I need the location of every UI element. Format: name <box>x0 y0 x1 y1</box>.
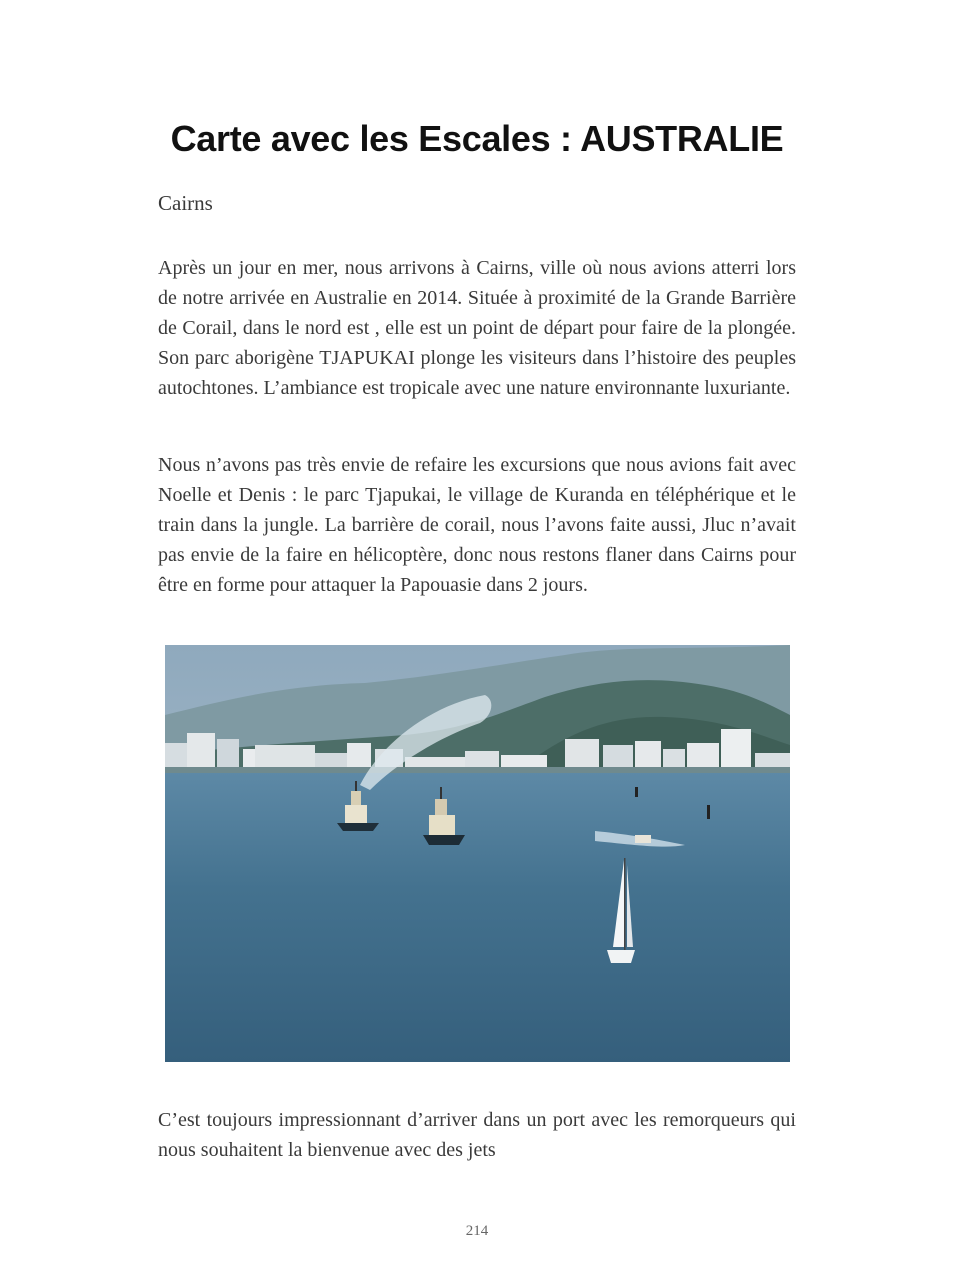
harbour-photo-illustration <box>165 645 790 1062</box>
page-title: Carte avec les Escales : AUSTRALIE <box>170 118 784 159</box>
page-number: 214 <box>465 1223 489 1239</box>
channel-marker <box>707 805 710 819</box>
paragraph-intro: Après un jour en mer, nous arrivons à Cairns, ville où nous avions atterri lors de notre arrivée en Australie en 2014. Située à proximité de la Grande Barrière de Corail, dans le nord est , elle est un point de départ pour faire de la plongée. Son parc aborigène TJAPUKAI plonge les visiteurs dans l’histoire des peuples autochtones. L’ambiance est tropicale avec une nature environnante luxuriante. <box>158 257 796 399</box>
harbour-photo <box>165 645 790 1062</box>
section-heading-cairns: Cairns <box>158 191 213 215</box>
harbour-water <box>165 773 790 1062</box>
paragraph-arrival: C’est toujours impressionnant d’arriver dans un port avec les remorqueurs qui nous souhaitent la bienvenue avec des jets <box>158 1109 796 1161</box>
paragraph-excursions: Nous n’avons pas très envie de refaire les excursions que nous avions fait avec Noelle et Denis : le parc Tjapukai, le village de Kuranda en téléphérique et le train dans la jungle. La barrière de corail, nous l’avons faite aussi, Jluc n’avait pas envie de la faire en hélicoptère, donc nous restons flaner dans Cairns pour être en forme pour attaquer la Papouasie dans 2 jours. <box>158 454 796 596</box>
speedboat <box>635 835 651 843</box>
channel-marker <box>635 787 638 797</box>
